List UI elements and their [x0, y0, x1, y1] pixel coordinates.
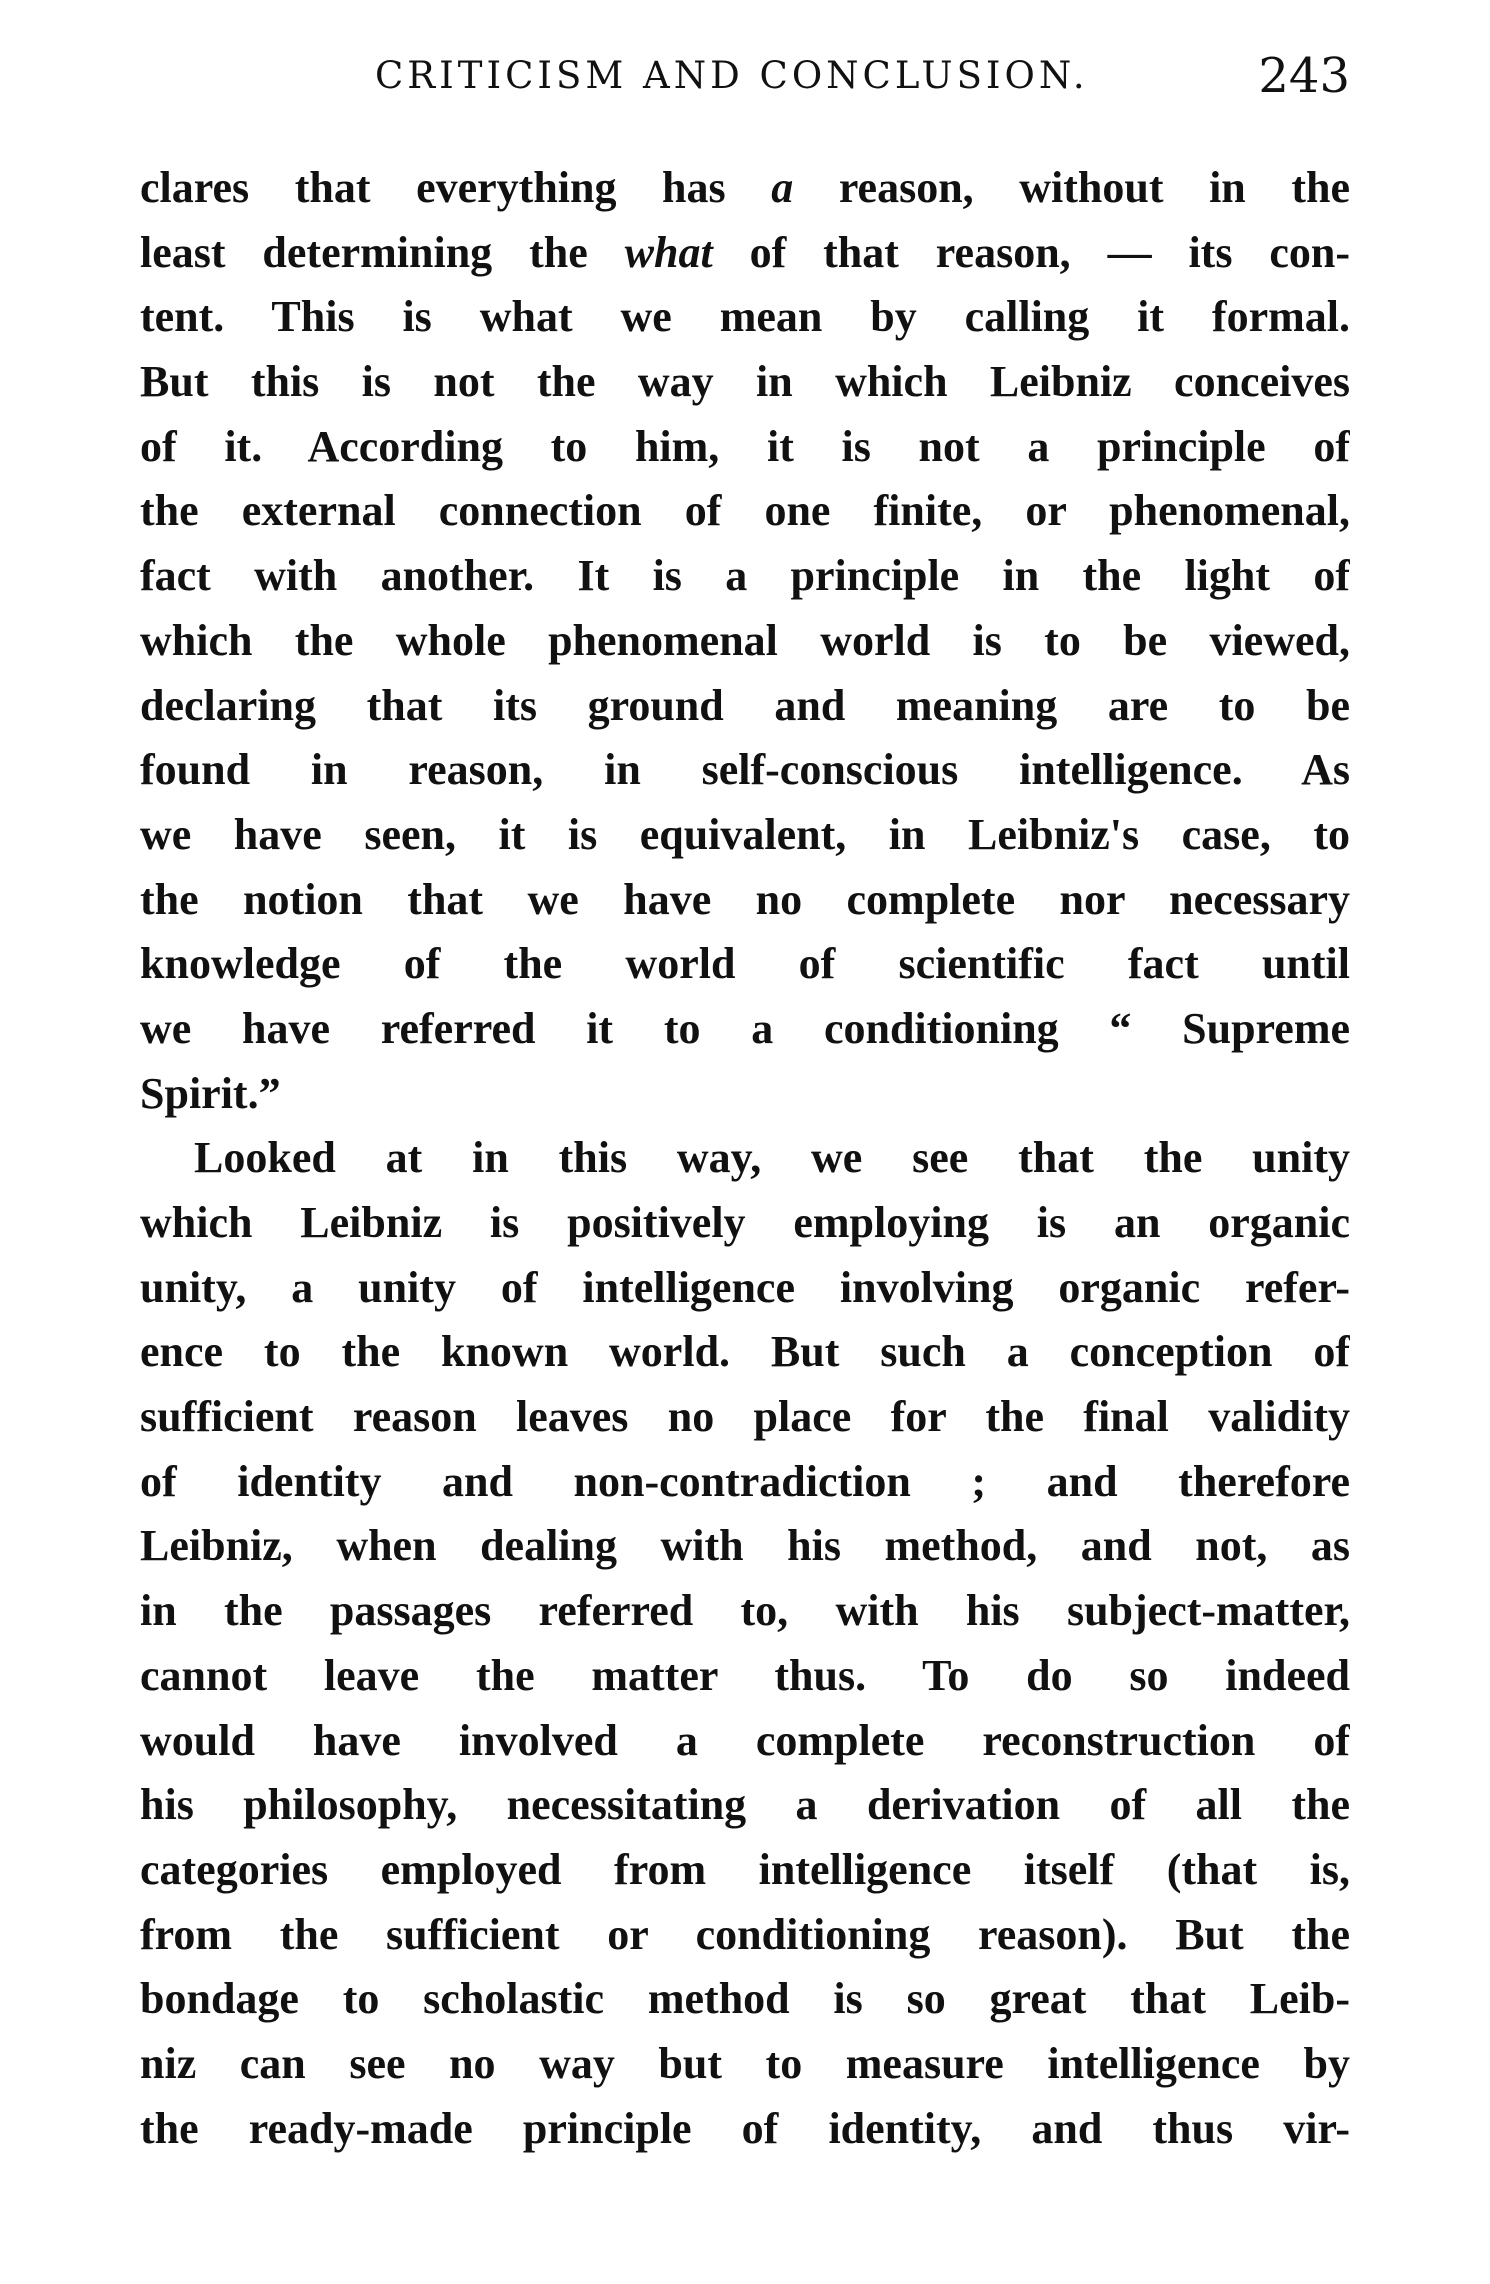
paragraph-1	[140, 156, 1350, 1126]
text-line: But this is not the way in which Leibniz conceives	[140, 357, 1350, 407]
body-text	[140, 156, 1350, 2161]
text-line: Spirit.”	[140, 1068, 281, 1118]
text-line: the ready-made principle of identity, and thus vir-	[140, 2103, 1350, 2153]
page-number: 243	[1258, 48, 1350, 104]
text-line: we have referred it to a conditioning “ Supreme	[140, 1003, 1350, 1053]
text-line: cannot leave the matter thus. To do so indeed	[140, 1650, 1350, 1700]
text-line: least determining the what of that reason, — its con-	[140, 227, 1350, 277]
text-line: we have seen, it is equivalent, in Leibniz's case, to	[140, 809, 1350, 859]
text-line: from the sufficient or conditioning reason). But the	[140, 1909, 1350, 1959]
text-line: declaring that its ground and meaning are to be	[140, 680, 1350, 730]
text-line: niz can see no way but to measure intelligence by	[140, 2038, 1350, 2088]
text-line: Leibniz, when dealing with his method, and not, as	[140, 1521, 1350, 1571]
text-line: would have involved a complete reconstruction of	[140, 1715, 1350, 1765]
text-line: found in reason, in self-conscious intelligence. As	[140, 745, 1350, 795]
text-line: Looked at in this way, we see that the unity	[194, 1133, 1350, 1183]
text-line: his philosophy, necessitating a derivation of all the	[140, 1780, 1350, 1830]
text-line: which Leibniz is positively employing is an organic	[140, 1198, 1350, 1247]
text-line: bondage to scholastic method is so great that Leib-	[140, 1974, 1350, 2024]
text-line: sufficient reason leaves no place for the final validity	[140, 1392, 1350, 1442]
running-head	[140, 48, 1350, 128]
italic-word: what	[624, 227, 713, 277]
text-line: categories employed from intelligence itself (that is,	[140, 1844, 1350, 1894]
text-line: clares that everything has a reason, without in the	[140, 163, 1350, 212]
text-line: the external connection of one finite, or phenomenal,	[140, 486, 1350, 536]
text-line: the notion that we have no complete nor necessary	[140, 874, 1350, 924]
text-line: tent. This is what we mean by calling it formal.	[140, 292, 1350, 342]
running-title: CRITICISM AND CONCLUSION.	[375, 54, 1089, 97]
text-line: fact with another. It is a principle in the light of	[140, 551, 1350, 601]
text-line: ence to the known world. But such a conception of	[140, 1327, 1350, 1377]
text-line: knowledge of the world of scientific fact until	[140, 939, 1350, 989]
paragraph-2	[140, 1126, 1350, 2161]
italic-word: a	[771, 163, 794, 212]
text-line: of it. According to him, it is not a principle of	[140, 421, 1350, 471]
text-line: of identity and non-contradiction ; and therefore	[140, 1456, 1350, 1506]
text-line: unity, a unity of intelligence involving organic refer-	[140, 1262, 1350, 1312]
text-line: in the passages referred to, with his subject-matter,	[140, 1586, 1350, 1636]
text-line: which the whole phenomenal world is to be viewed,	[140, 615, 1350, 665]
